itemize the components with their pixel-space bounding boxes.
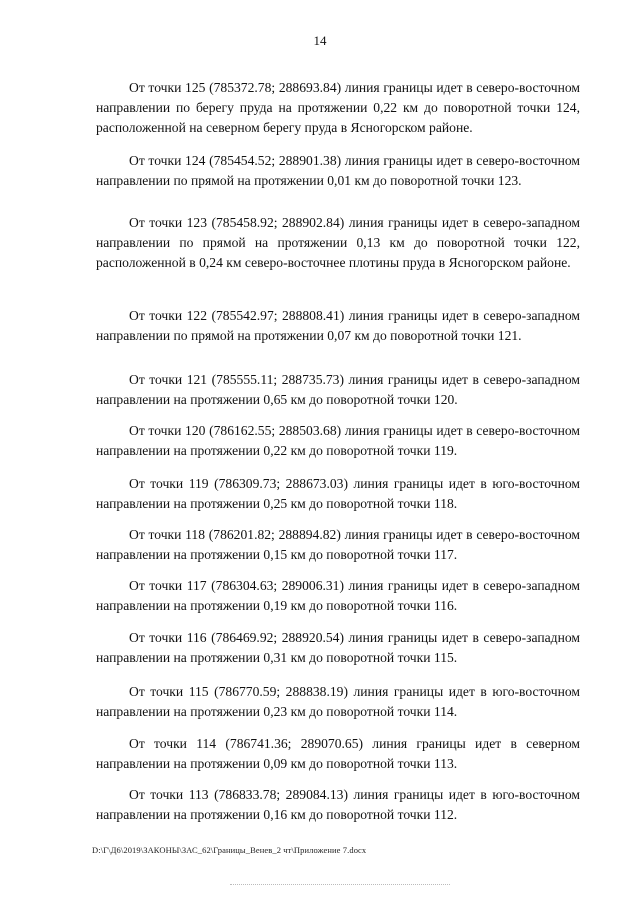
- paragraph-point-115: От точки 115 (786770.59; 288838.19) линия границы идет в юго-восточном направлении на протяжении 0,23 км до поворотной точки 114.: [96, 684, 580, 719]
- paragraph-point-119: От точки 119 (786309.73; 288673.03) линия границы идет в юго-восточном направлении на протяжении 0,25 км до поворотной точки 118.: [96, 476, 580, 511]
- paragraph-point-124: От точки 124 (785454.52; 288901.38) линия границы идет в северо-восточном направлении по прямой на протяжении 0,01 км до поворотной точки 123.: [96, 153, 580, 188]
- paragraph-point-116: От точки 116 (786469.92; 288920.54) линия границы идет в северо-западном направлении на протяжении 0,31 км до поворотной точки 115.: [96, 630, 580, 665]
- paragraph-point-118: От точки 118 (786201.82; 288894.82) линия границы идет в северо-восточном направлении на протяжении 0,15 км до поворотной точки 117.: [96, 527, 580, 562]
- paragraph-point-122: От точки 122 (785542.97; 288808.41) линия границы идет в северо-западном направлении по прямой на протяжении 0,07 км до поворотной точки 121.: [96, 308, 580, 343]
- scan-artifact-line: [230, 884, 450, 886]
- paragraph-point-117: От точки 117 (786304.63; 289006.31) линия границы идет в северо-западном направлении на протяжении 0,19 км до поворотной точки 116.: [96, 578, 580, 613]
- paragraph-point-123: От точки 123 (785458.92; 288902.84) линия границы идет в северо-западном направлении по прямой на протяжении 0,13 км до поворотной точки 122, расположенной в 0,24 км северо-восточнее плотины пруда в Ясногорском районе.: [96, 215, 580, 270]
- paragraph-point-114: От точки 114 (786741.36; 289070.65) линия границы идет в северном направлении на протяжении 0,09 км до поворотной точки 113.: [96, 736, 580, 771]
- page-number: 14: [313, 33, 327, 48]
- footer-file-path: D:\Г\Д6\2019\ЗАКОНЫ\ЗАС_62\Границы_Венев_2 чт\Приложение 7.docx: [92, 845, 367, 855]
- paragraph-point-125: От точки 125 (785372.78; 288693.84) линия границы идет в северо-восточном направлении по берегу пруда на протяжении 0,22 км до поворотной точки 124, расположенной на северном берегу пруда в Ясногорском районе.: [96, 80, 580, 135]
- paragraph-point-121: От точки 121 (785555.11; 288735.73) линия границы идет в северо-западном направлении на протяжении 0,65 км до поворотной точки 120.: [96, 372, 580, 407]
- paragraph-point-113: От точки 113 (786833.78; 289084.13) линия границы идет в юго-восточном направлении на протяжении 0,16 км до поворотной точки 112.: [96, 787, 580, 822]
- paragraph-point-120: От точки 120 (786162.55; 288503.68) линия границы идет в северо-восточном направлении на протяжении 0,22 км до поворотной точки 119.: [96, 423, 580, 458]
